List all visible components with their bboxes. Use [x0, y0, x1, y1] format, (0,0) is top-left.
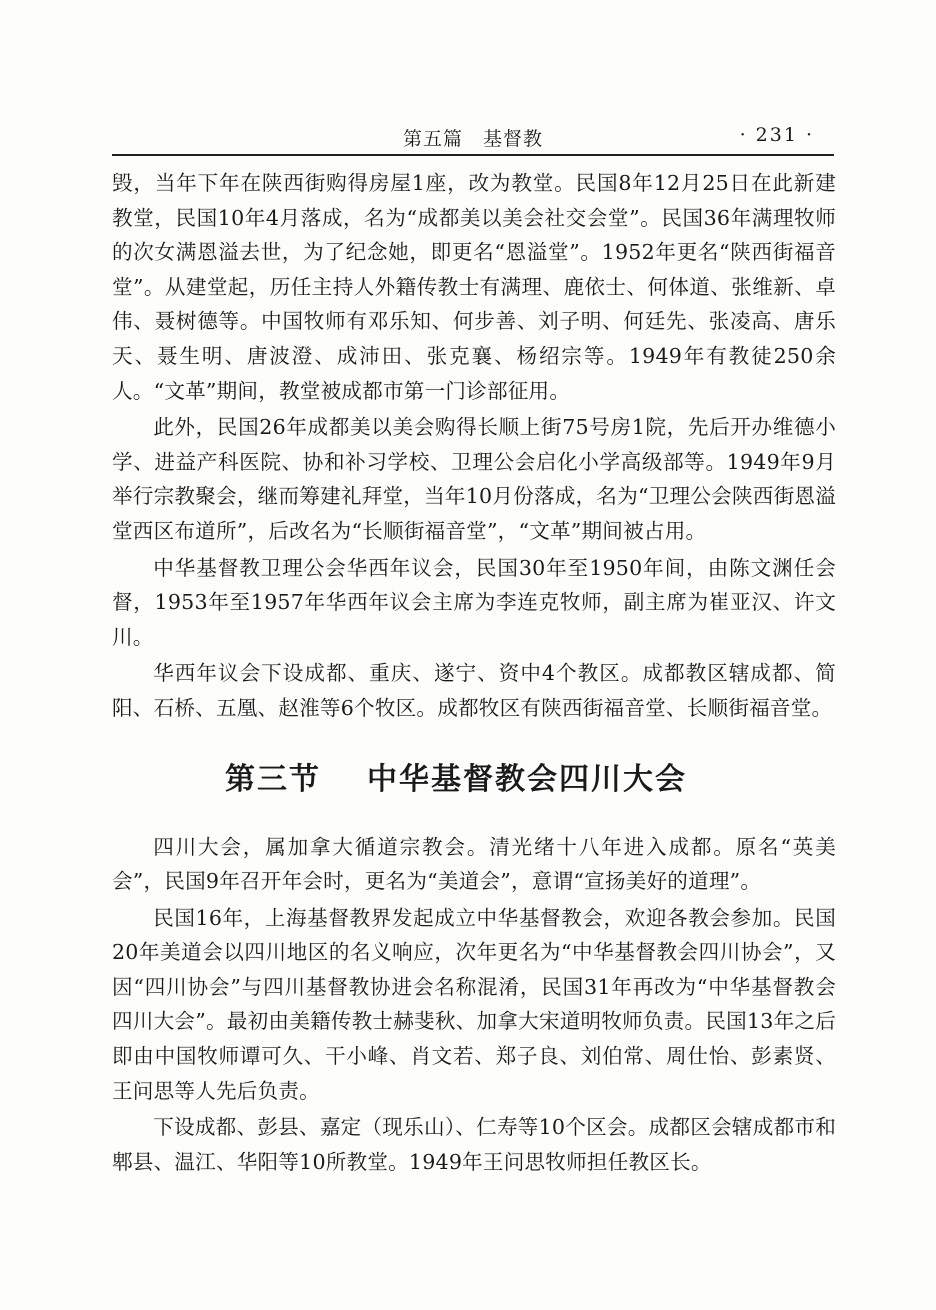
body-text [112, 166, 836, 1181]
page-number: · 231 · [739, 124, 814, 146]
paragraph: 民国16年，上海基督教界发起成立中华基督教会，欢迎各教会参加。民国20年美道会以四川地区的名义响应，次年更名为“中华基督教会四川协会”，又因“四川协会”与四川基督教协进会名称混淆，民国31年再改为“中华基督教会四川大会”。最初由美籍传教士赫斐秋、加拿大宋道明牧师负责。民国13年之后即由中国牧师谭可久、干小峰、肖文若、郑子良、刘伯常、周仕怡、彭素贤、王问思等人先后负责。 [112, 905, 836, 1103]
paragraph: 华西年议会下设成都、重庆、遂宁、资中4个教区。成都教区辖成都、简阳、石桥、五凰、赵淮等6个牧区。成都牧区有陕西街福音堂、长顺街福音堂。 [112, 661, 836, 720]
paragraph-continued: 毁，当年下年在陕西街购得房屋1座，改为教堂。民国8年12月25日在此新建教堂，民国10年4月落成，名为“成都美以美会社交会堂”。民国36年满理牧师的次女满恩溢去世，为了纪念她，即更名“恩溢堂”。1952年更名“陕西街福音堂”。从建堂起，历任主持人外籍传教士有满理、鹿依士、何体道、张维新、卓伟、聂树德等。中国牧师有邓乐知、何步善、刘子明、何廷先、张凌高、唐乐天、聂生明、唐波澄、成沛田、张克襄、杨绍宗等。1949年有教徒250余人。“文革”期间，教堂被成都市第一门诊部征用。 [112, 171, 836, 403]
header-title: 第五篇 基督教 [402, 128, 543, 150]
paragraph: 四川大会，属加拿大循道宗教会。清光绪十八年进入成都。原名“英美会”，民国9年召开年会时，更名为“美道会”，意谓“宣扬美好的道理”。 [112, 834, 836, 894]
paragraph: 此外，民国26年成都美以美会购得长顺上街75号房1院，先后开办维德小学、进益产科医院、协和补习学校、卫理公会启化小学高级部等。1949年9月举行宗教聚会，继而筹建礼拜堂，当年10月份落成，名为“卫理公会陕西街恩溢堂西区布道所”，后改名为“长顺街福音堂”，“文革”期间被占用。 [112, 415, 836, 543]
section-heading [112, 760, 836, 800]
section-number: 第三节 [225, 761, 321, 797]
paragraph: 中华基督教卫理公会华西年议会，民国30年至1950年间，由陈文渊任会督，1953年至1957年华西年议会主席为李连克牧师，副主席为崔亚汉、许文川。 [112, 555, 836, 649]
paragraph: 下设成都、彭县、嘉定（现乐山）、仁寿等10个区会。成都区会辖成都市和郫县、温江、华阳等10所教堂。1949年王问思牧师担任教区长。 [112, 1115, 836, 1174]
running-header [112, 120, 834, 156]
section-title: 中华基督教会四川大会 [367, 761, 687, 797]
